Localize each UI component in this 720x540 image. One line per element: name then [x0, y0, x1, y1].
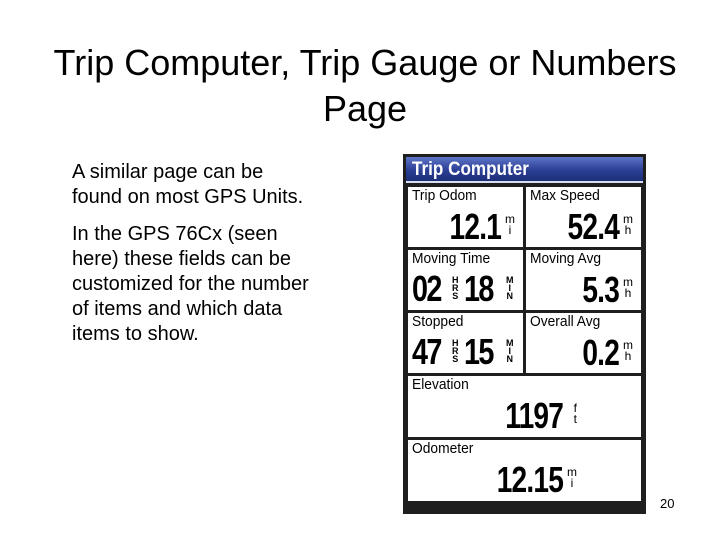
field-label: Stopped — [412, 313, 464, 330]
gps-header — [406, 157, 643, 183]
minutes-unit: M I N — [506, 338, 514, 364]
field-trip-odom[interactable] — [406, 185, 525, 249]
unit-label: m h — [623, 212, 633, 237]
unit-label: f t — [573, 401, 577, 426]
paragraph-detail: In the GPS 76Cx (seen here) these fields can be customized for the number of items and which data items to show. — [72, 223, 309, 345]
gps-field-grid — [406, 185, 643, 510]
minutes-value: 18 — [464, 268, 493, 309]
field-stopped[interactable] — [406, 311, 525, 375]
gps-trip-computer-screen — [403, 154, 646, 514]
gps-header-title: Trip Computer — [412, 159, 529, 180]
field-overall-avg[interactable] — [524, 311, 643, 375]
field-label: Odometer — [412, 440, 474, 457]
slide-title: Trip Computer, Trip Gauge or Numbers Page — [53, 42, 677, 129]
unit-label: m i — [567, 465, 577, 490]
hours-unit: H R S — [452, 275, 459, 301]
minutes-unit: M I N — [506, 275, 514, 301]
field-value: 12.1 — [449, 206, 501, 247]
unit-label: m i — [505, 212, 515, 237]
field-moving-avg[interactable] — [524, 248, 643, 312]
field-value: 12.15 — [496, 459, 563, 500]
field-value: 5.3 — [582, 269, 619, 310]
field-label: Elevation — [412, 376, 469, 393]
field-max-speed[interactable] — [524, 185, 643, 249]
field-value: 1197 — [505, 395, 563, 436]
unit-label: m h — [623, 275, 633, 300]
paragraph-intro: A similar page can be found on most GPS Units. — [72, 161, 304, 208]
field-elevation[interactable] — [406, 374, 643, 439]
field-moving-time[interactable] — [406, 248, 525, 312]
field-label: Overall Avg — [530, 313, 601, 330]
field-value: 0.2 — [582, 332, 619, 373]
body-text — [72, 160, 312, 359]
field-value: 52.4 — [567, 206, 619, 247]
hours-value: 02 — [412, 268, 441, 309]
field-label: Moving Avg — [530, 250, 602, 267]
field-label: Max Speed — [530, 187, 600, 204]
unit-label: m h — [623, 338, 633, 363]
field-label: Trip Odom — [412, 187, 477, 204]
field-label: Moving Time — [412, 250, 491, 267]
field-odometer[interactable] — [406, 438, 643, 503]
minutes-value: 15 — [464, 331, 493, 372]
hours-value: 47 — [412, 331, 441, 372]
page-number: 20 — [660, 496, 675, 511]
hours-unit: H R S — [452, 338, 459, 364]
